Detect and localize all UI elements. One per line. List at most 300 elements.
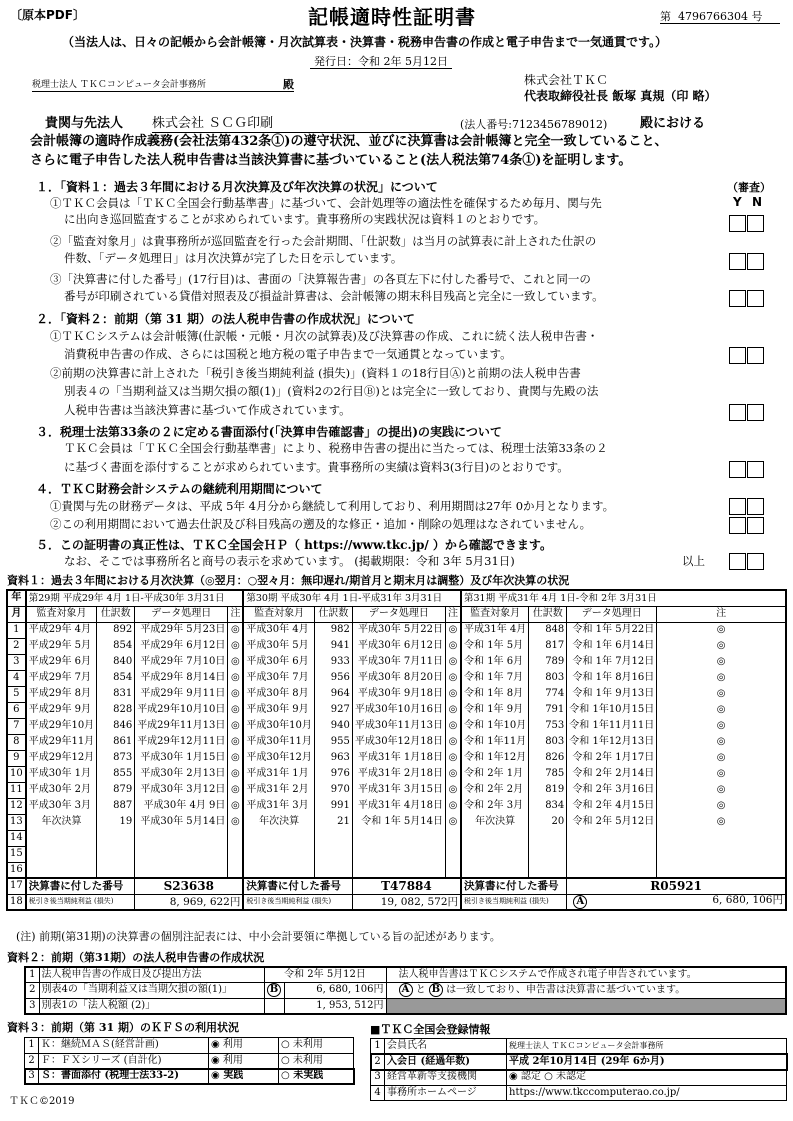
material-1-title: 資料１：過去３年間における月次決算（◎翌月：○翌々月：無印遅れ/期首月と期末月は調整）及び年次決算の状況 [7,574,570,587]
row-number: 4 [371,1085,385,1101]
no-value: 4796766304 [678,10,748,23]
processing-date: 令和 1年 5月14日 [352,814,445,830]
status-mark: ◎ [657,798,786,814]
page-title: 記帳適時性証明書 [308,5,476,29]
row-label: 経営革新等支援機関 [385,1070,507,1086]
processing-date [135,862,228,878]
entry-count: 854 [97,638,135,654]
row-number: 11 [7,782,26,798]
section-1-p2b: 件数、「データ処理日」は月次決算が完了した日を示しています。 [64,251,403,265]
entry-count: 831 [97,686,135,702]
audit-month [26,862,97,878]
status-mark: ◎ [228,686,244,702]
processing-date: 令和 1年 5月22日 [567,622,657,638]
audit-month: 平成30年10月 [243,718,314,734]
status-mark: ◎ [657,622,786,638]
status-mark [228,830,244,846]
audit-month: 平成30年 6月 [243,654,314,670]
status-mark: ◎ [657,814,786,830]
option-used[interactable]: ◉ 利用 [209,1038,279,1054]
entry-count [529,846,567,862]
table-row [7,670,786,686]
entry-count: 933 [314,654,352,670]
audit-month: 令和 1年 6月 [461,654,529,670]
status-mark [446,862,462,878]
entry-count: 927 [314,702,352,718]
entry-count: 991 [314,798,352,814]
audit-month [26,830,97,846]
audit-month: 年次決算 [26,814,97,830]
issuer-representative: 代表取締役社長 飯塚 真規（印 略） [524,89,717,103]
review-checkbox-3-y[interactable] [729,290,746,307]
net-income-label: 税引き後当期純利益 (損失) [26,894,135,910]
processing-date: 平成31年 3月15日 [352,782,445,798]
audit-month: 平成30年 5月 [243,638,314,654]
status-mark: ◎ [657,702,786,718]
issue-date: 発行日：令和 2年 5月12日 [310,55,452,69]
status-mark: ◎ [657,782,786,798]
audit-month: 平成31年 4月 [461,622,529,638]
net-income-amount: 8, 969, 622円 [169,895,241,908]
kfs-row-f [25,1053,354,1069]
entry-count: 834 [529,798,567,814]
audit-month: 平成30年 1月 [26,766,97,782]
entry-count: 803 [529,670,567,686]
col-note: 注 [657,606,786,622]
processing-date: 令和 1年11月11日 [567,718,657,734]
entry-count: 964 [314,686,352,702]
processing-date: 平成29年 5月23日 [135,622,228,638]
row-head-month: 月 [7,606,26,622]
processing-date: 令和 2年 2月14日 [567,766,657,782]
processing-date: 平成29年 6月12日 [135,638,228,654]
material-4-title: ■ＴＫＣ全国会登録情報 [370,1023,491,1036]
status-mark: ◎ [228,670,244,686]
col-date: データ処理日 [352,606,445,622]
audit-month: 令和 1年12月 [461,750,529,766]
review-label: （審査） [727,181,771,194]
period-label: 第29期 平成29年 4月 1日-平成30年 3月31日 [26,590,244,606]
row-desc: は一致しており、申告書は決算書に基づいています。 [446,984,686,996]
table-row [7,782,786,798]
processing-date: 令和 2年 1月17日 [567,750,657,766]
table-row [7,622,786,638]
section-1-p3b: 番号が印刷されている貸借対照表及び損益計算書は、会計帳簿の期末科目残高と完全に一致しています。 [64,289,604,303]
section-3-p1b: に基づく書面を添付することが求められています。貴事務所の実績は資料3(3行目)のとおりです。 [64,460,569,474]
row-label: 事務所ホームページ [385,1085,507,1101]
review-checkbox-5-n[interactable] [747,404,764,421]
net-income-label: 税引き後当期純利益 (損失) [461,894,567,910]
audit-month: 平成30年 9月 [243,702,314,718]
audit-month [461,846,529,862]
audit-month: 平成29年 6月 [26,654,97,670]
client-tail: 殿における [640,116,706,131]
col-date: データ処理日 [135,606,228,622]
certificate-number [660,10,780,24]
entry-count: 970 [314,782,352,798]
status-mark: ◎ [657,654,786,670]
table-row [7,718,786,734]
processing-date [135,830,228,846]
table-row [7,750,786,766]
registration-row-2 [371,1054,787,1070]
review-checkbox-1-y[interactable] [729,215,746,232]
office-website-link[interactable]: https://www.tkccomputerao.co.jp/ [507,1085,787,1101]
processing-date: 令和 1年 6月14日 [567,638,657,654]
statement-number-label: 決算書に付した番号 [461,878,567,894]
audit-month: 平成29年 7月 [26,670,97,686]
processing-date: 平成29年12月11日 [135,734,228,750]
review-checkbox-4-y[interactable] [729,347,746,364]
row-desc-empty [386,998,786,1014]
processing-date: 平成30年10月16日 [352,702,445,718]
client-label: 貴関与先法人 [45,116,124,131]
col-month: 監査対象月 [461,606,529,622]
row-number: 8 [7,734,26,750]
original-pdf-tag: 〔原本PDF〕 [10,8,85,22]
audit-month: 平成29年11月 [26,734,97,750]
row-label: Ｓ：書面添付 (税理士法33-2) [39,1069,209,1085]
review-checkbox-9-y[interactable] [729,553,746,570]
review-checkbox-6-y[interactable] [729,461,746,478]
audit-month: 平成31年 1月 [243,766,314,782]
col-note: 注 [446,606,462,622]
material-2-row-3 [25,998,786,1014]
processing-date [567,846,657,862]
client-name: 株式会社 ＳＣＧ印刷 [152,116,442,133]
entry-count: 887 [97,798,135,814]
processing-date: 平成31年 2月18日 [352,766,445,782]
status-mark: ◎ [228,702,244,718]
registration-row-3 [371,1070,787,1086]
option-not-practiced[interactable]: ○ 未実践 [279,1069,354,1085]
addressee-name: 税理士法人 ＴＫＣコンピュータ会計事務所 [32,80,206,90]
review-checkbox-2-n[interactable] [747,253,764,270]
option-unused[interactable]: ○ 未利用 [279,1053,354,1069]
review-checkbox-7-n[interactable] [747,498,764,515]
table-row [7,766,786,782]
section-1-title: １．「資料１：過去３年間における月次決算及び年次決算の状況」について [36,180,438,194]
status-mark: ◎ [228,654,244,670]
row-label: 別表4の「当期利益又は当期欠損の額(1)」 [39,983,264,999]
col-count: 仕訳数 [314,606,352,622]
issuer-company: 株式会社ＴＫＣ [524,73,609,87]
material-1-note: (注) 前期(第31期)の決算書の個別注記表には、中小会計要領に準拠している旨の記述があります。 [16,930,501,943]
subtitle: （当法人は、日々の記帳から会計帳簿・月次試算表・決算書・税務申告書の作成と電子申告まで一気通貫です。） [62,35,668,49]
entry-count: 20 [529,814,567,830]
processing-date: 平成29年 8月14日 [135,670,228,686]
entry-count: 892 [97,622,135,638]
audit-month: 平成29年 5月 [26,638,97,654]
entry-count [529,830,567,846]
audit-month: 年次決算 [461,814,529,830]
option-unused[interactable]: ○ 未利用 [279,1038,354,1054]
processing-date: 平成30年 9月18日 [352,686,445,702]
audit-month: 平成29年 9月 [26,702,97,718]
statement-number-value: T47884 [352,878,461,894]
audit-month: 令和 1年 7月 [461,670,529,686]
status-mark [446,846,462,862]
row-number: 7 [7,718,26,734]
statement-number-label: 決算書に付した番号 [243,878,352,894]
row-number: 3 [25,1069,39,1085]
row-number: 13 [7,814,26,830]
entry-count: 817 [529,638,567,654]
status-mark [657,862,786,878]
status-mark: ◎ [228,750,244,766]
status-mark: ◎ [446,814,462,830]
processing-date [352,862,445,878]
registration-row-1 [371,1039,787,1055]
row-number: 2 [371,1054,385,1070]
status-mark: ◎ [657,734,786,750]
status-mark [446,830,462,846]
statement-number-label: 決算書に付した番号 [26,878,135,894]
processing-date: 平成29年 7月10日 [135,654,228,670]
entry-count: 982 [314,622,352,638]
status-mark: ◎ [446,798,462,814]
processing-date: 平成30年 1月15日 [135,750,228,766]
status-mark: ◎ [446,766,462,782]
section-5-p1: なお、そこでは事務所名と商号の表示を求めています。 (掲載期限：令和 3年 5月31日) [64,554,515,568]
table-row [7,846,786,862]
row-number: 6 [7,702,26,718]
row-label: 別表1の「法人税額 (2)」 [39,998,264,1014]
review-checkbox-2-y[interactable] [729,253,746,270]
entry-count: 19 [97,814,135,830]
audit-month [243,862,314,878]
processing-date: 平成29年10月10日 [135,702,228,718]
material-4-table [370,1038,787,1101]
marker-a-icon: A [573,895,587,909]
table-row [7,830,786,846]
row-value: ◉ 認定 ○ 未認定 [507,1070,787,1086]
section-2-p2c: 人税申告書は当該決算書に基づいて作成されています。 [64,403,351,417]
status-mark: ◎ [446,654,462,670]
table-row [7,638,786,654]
section-1-p3a: ③「決算書に付した番号」(17行目)は、書面の「決算報告書」の各頁左下に付した番号で、これと同一の [50,272,591,286]
audit-month: 令和 1年 8月 [461,686,529,702]
processing-date: 平成30年 5月22日 [352,622,445,638]
audit-month: 平成31年 3月 [243,798,314,814]
review-checkbox-1-n[interactable] [747,215,764,232]
section-1-p2a: ②「監査対象月」は貴事務所が巡回監査を行った会計期間、「仕訳数」は当月の試算表に計上された仕訳の [50,234,597,248]
row-number: 2 [25,983,39,999]
audit-month: 令和 2年 2月 [461,782,529,798]
audit-month [243,830,314,846]
review-checkbox-7-y[interactable] [729,498,746,515]
marker-b-icon: B [429,983,443,997]
processing-date: 平成29年11月13日 [135,718,228,734]
status-mark: ◎ [446,782,462,798]
status-mark [228,862,244,878]
audit-month [26,846,97,862]
status-mark: ◎ [446,718,462,734]
row-number: 12 [7,798,26,814]
entry-count: 879 [97,782,135,798]
review-checkbox-3-n[interactable] [747,290,764,307]
section-5-title: ５．この証明書の真正性は、ＴＫＣ全国会ＨＰ（ https://www.tkc.jp/ ）から確認できます。 [36,538,552,552]
section-4-p2: ②この利用期間において過去仕訳及び科目残高の遡及的な修正・追加・削除の処理はなされていません。 [50,517,592,531]
entry-count [529,862,567,878]
status-mark: ◎ [228,782,244,798]
row-number: 4 [7,670,26,686]
status-mark [228,846,244,862]
entry-count: 828 [97,702,135,718]
processing-date: 平成30年 4月 9日 [135,798,228,814]
col-count: 仕訳数 [529,606,567,622]
audit-month: 平成29年10月 [26,718,97,734]
net-income-label: 税引き後当期純利益 (損失) [243,894,352,910]
row-desc: 法人税申告書はＴＫＣシステムで作成され電子申告されています。 [386,967,786,983]
entry-count [314,862,352,878]
audit-month: 平成30年 2月 [26,782,97,798]
section-2-p2b: 別表４の「当期利益又は当期欠損の額(1)」(資料2の2行目Ⓑ)とは完全に一致しており、貴関与先殿の法 [64,384,599,398]
processing-date: 令和 1年10月15日 [567,702,657,718]
status-mark: ◎ [657,638,786,654]
audit-month: 平成30年 7月 [243,670,314,686]
row-value: 令和 2年 5月12日 [264,967,386,983]
row-value: 平成 2年10月14日 (29年 6か月) [507,1054,787,1070]
table-row [7,862,786,878]
status-mark: ◎ [446,622,462,638]
table-row [7,814,786,830]
processing-date: 平成30年 8月20日 [352,670,445,686]
review-checkbox-6-n[interactable] [747,461,764,478]
status-mark: ◎ [446,670,462,686]
entry-count: 854 [97,670,135,686]
processing-date: 平成29年 9月11日 [135,686,228,702]
section-1-p1a: ①ＴＫＣ会員は「ＴＫＣ全国会行動基準書」に基づいて、会計処理等の適法性を確保するため毎月、関与先 [50,196,602,210]
row-number: 3 [25,998,39,1014]
row-number: 1 [25,1038,39,1054]
material-2-table [24,966,787,1015]
processing-date: 令和 2年 5月12日 [567,814,657,830]
addressee [32,80,294,92]
review-checkbox-9-n[interactable] [747,553,764,570]
entry-count: 861 [97,734,135,750]
net-income-value [567,894,786,910]
table-row [7,654,786,670]
audit-month: 令和 2年 1月 [461,766,529,782]
net-income-row [7,894,786,910]
row-number: 18 [7,894,26,910]
audit-month: 平成30年 3月 [26,798,97,814]
audit-month: 平成30年 8月 [243,686,314,702]
row-number: 2 [25,1053,39,1069]
status-mark: ◎ [228,814,244,830]
entry-count: 976 [314,766,352,782]
audit-month: 令和 1年10月 [461,718,529,734]
review-checkbox-5-y[interactable] [729,404,746,421]
col-month: 監査対象月 [243,606,314,622]
row-number: 10 [7,766,26,782]
processing-date: 平成30年 7月11日 [352,654,445,670]
processing-date [135,846,228,862]
table-row [7,798,786,814]
status-mark: ◎ [657,718,786,734]
row-number: 14 [7,830,26,846]
registration-row-4 [371,1085,787,1101]
entry-count: 791 [529,702,567,718]
row-number: 2 [7,638,26,654]
option-practiced[interactable]: ◉ 実践 [209,1069,279,1085]
statement-number-value: R05921 [567,878,786,894]
status-mark: ◎ [228,622,244,638]
entry-count [97,862,135,878]
row-value: 1, 953, 512円 [284,998,386,1014]
material-2-row-2 [25,983,786,999]
net-income-value [352,894,461,910]
audit-month: 平成29年 8月 [26,686,97,702]
entry-count: 963 [314,750,352,766]
net-income-amount: 6, 680, 106円 [712,893,783,906]
row-number: 1 [7,622,26,638]
kfs-row-s [25,1069,354,1085]
entry-count: 873 [97,750,135,766]
row-number: 1 [25,967,39,983]
entry-count: 840 [97,654,135,670]
processing-date: 令和 1年 7月12日 [567,654,657,670]
section-1-p1b: に出向き巡回監査することが求められています。貴事務所の実践状況は資料１のとおりです。 [64,212,546,226]
row-number: 15 [7,846,26,862]
entry-count: 846 [97,718,135,734]
audit-month [243,846,314,862]
audit-month: 年次決算 [243,814,314,830]
entry-count: 940 [314,718,352,734]
status-mark: ◎ [228,734,244,750]
processing-date [352,846,445,862]
marker-b-icon: B [267,983,281,997]
processing-date [567,830,657,846]
row-value: 6, 680, 106円 [284,983,386,999]
kfs-row-k [25,1038,354,1054]
row-number: 1 [371,1039,385,1055]
option-used[interactable]: ◉ 利用 [209,1053,279,1069]
processing-date: 平成30年 2月13日 [135,766,228,782]
intro-line-2: さらに電子申告した法人税申告書は当該決算書に基づいていること(法人税法第74条①)を証明します。 [30,153,632,168]
row-number: 3 [371,1070,385,1086]
section-3-title: ３．税理士法第33条の２に定める書面添付(「決算申告確認書」の提出)の実践について [36,425,502,439]
entry-count: 855 [97,766,135,782]
audit-month: 平成29年12月 [26,750,97,766]
entry-count: 955 [314,734,352,750]
row-number: 17 [7,878,26,894]
review-checkbox-4-n[interactable] [747,347,764,364]
entry-count [314,846,352,862]
status-mark: ◎ [446,638,462,654]
entry-count: 774 [529,686,567,702]
entry-count: 803 [529,734,567,750]
entry-count [97,830,135,846]
status-mark: ◎ [657,766,786,782]
entry-count: 956 [314,670,352,686]
material-3-title: 資料３：前期（第 31 期）のＫＦＳの利用状況 [7,1021,239,1034]
processing-date: 令和 2年 3月16日 [567,782,657,798]
review-checkbox-8-n[interactable] [747,517,764,534]
audit-month: 令和 1年 9月 [461,702,529,718]
period-header-row [7,590,786,606]
review-checkbox-8-y[interactable] [729,517,746,534]
section-4-p1: ①貴関与先の財務データは、平成 5年 4月分から継続して利用しており、利用期間は27年 0か月となります。 [50,499,615,513]
table-row [7,686,786,702]
processing-date: 令和 2年 4月15日 [567,798,657,814]
processing-date: 平成30年12月18日 [352,734,445,750]
processing-date: 令和 1年12月13日 [567,734,657,750]
status-mark: ◎ [657,750,786,766]
status-mark: ◎ [657,670,786,686]
entry-count: 941 [314,638,352,654]
